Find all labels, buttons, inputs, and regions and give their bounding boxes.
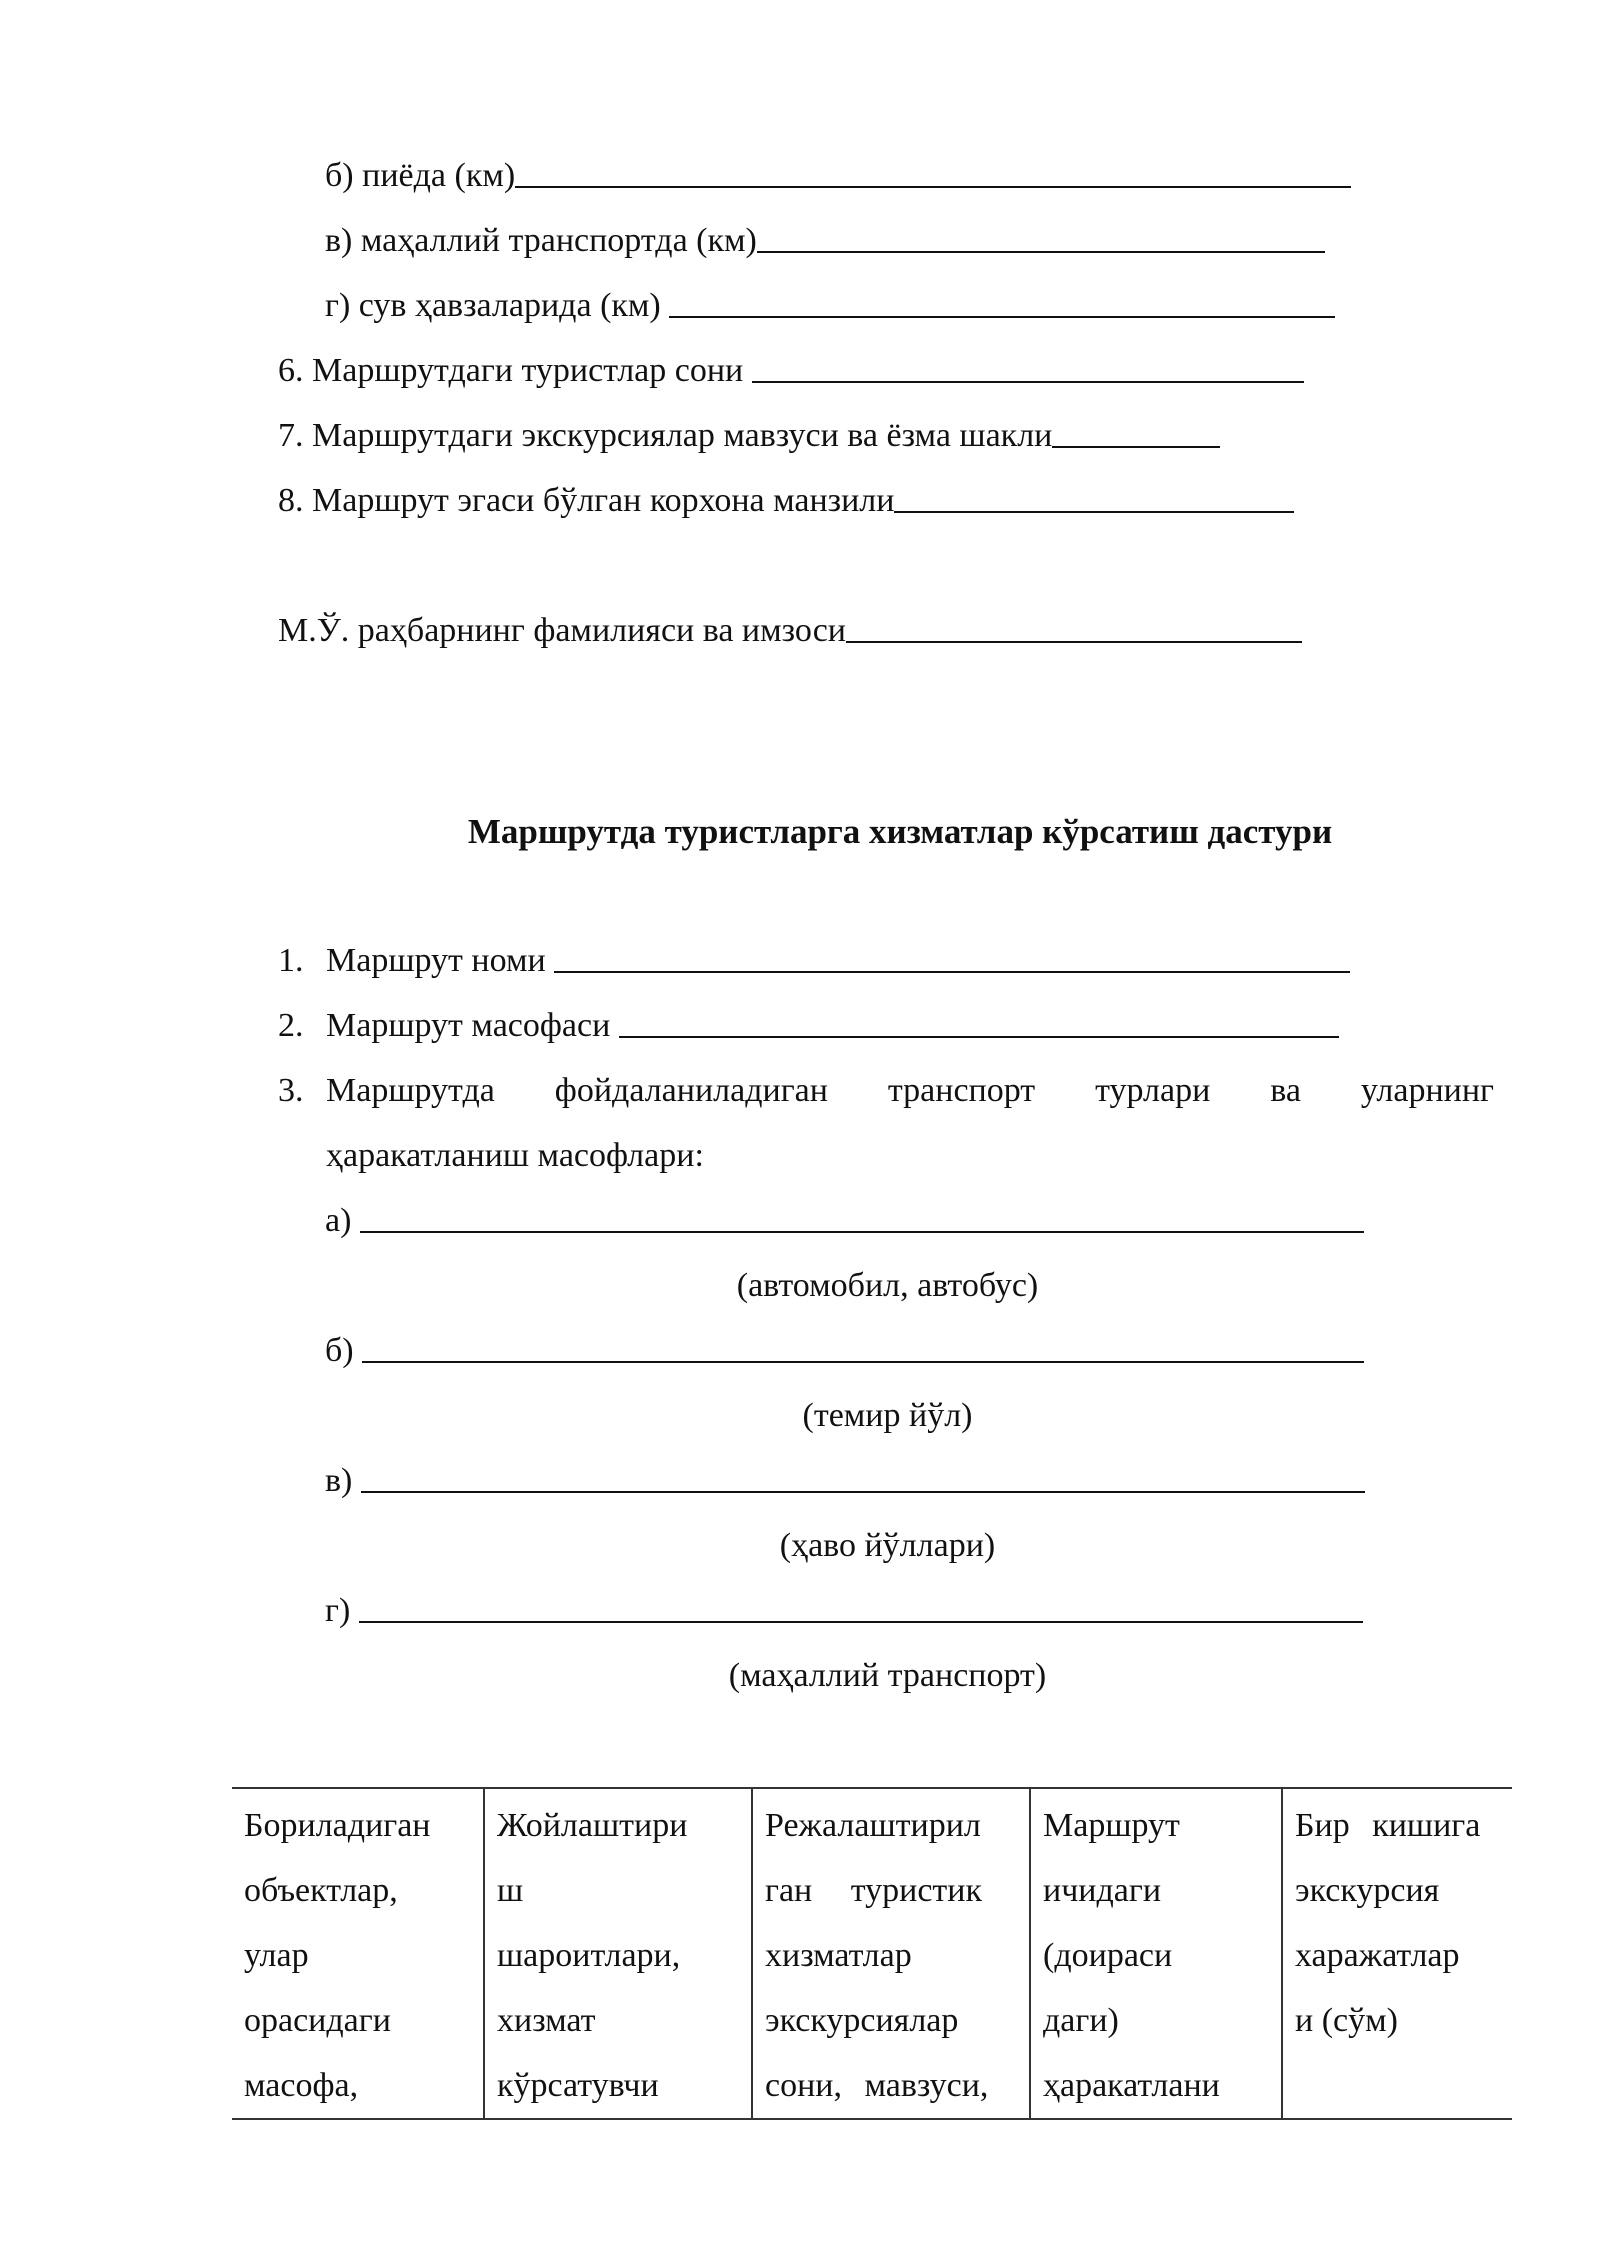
label-route-distance: Маршрут масофаси [326,1007,619,1044]
label-route-name: Маршрут номи [326,942,555,979]
word: Маршрутда [326,1072,495,1109]
table-cell-objects: Бориладиган объектлар, улар орасидаги масофа, [232,1788,484,2119]
blank-field[interactable] [515,186,1351,188]
sub-label-a: а) [325,1202,360,1239]
blank-field[interactable] [757,251,1325,253]
word: ва [1270,1072,1301,1109]
blank-field[interactable] [361,1491,1365,1493]
table-cell-planned-services: Режалаштирил ган туристик хизматлар экскурсиялар сони, мавзуси, [752,1788,1030,2119]
justified-line: ган туристик [765,1872,982,1909]
blank-field[interactable] [752,381,1304,383]
form-line-local-transport [325,224,1325,258]
justified-line: Бир кишига [1295,1807,1481,1844]
label-tourist-count: 6. Маршрутдаги туристлар сони [278,352,752,389]
justified-line: сони, мавзуси, [765,2067,989,2104]
program-item-transport-line2: ҳаракатланиш масофлари: [326,1137,704,1174]
sub-label-g: г) [325,1592,359,1629]
transport-line-g [325,1594,1363,1628]
program-item-route-name [278,944,1350,978]
item-number: 3. [278,1072,304,1109]
sub-label-v: в) [325,1462,361,1499]
caption-railway: (темир йўл) [802,1397,973,1434]
table-cell-excursion-cost: Бир кишига экскурсия харажатлар и (сўм) [1282,1788,1512,2119]
blank-field[interactable] [359,1621,1363,1623]
table-cell-route-movement: Маршрут ичидаги (доираси даги) ҳаракатлани [1030,1788,1282,2119]
blank-field[interactable] [1052,446,1220,448]
services-table [232,1787,1512,2120]
label-owner-address: 8. Маршрут эгаси бўлган корхона манзили [278,482,895,519]
label-signature: М.Ў. раҳбарнинг фамилияси ва имзоси [278,612,847,649]
program-item-route-distance [278,1009,1339,1043]
word: транспорт [887,1072,1036,1109]
table-row [232,1788,1512,2119]
transport-line-a [325,1204,1364,1238]
form-line-excursion-topic [278,419,1220,453]
item-number: 1. [278,942,304,979]
label-local-transport: в) маҳаллий транспортда (км) [325,222,757,259]
blank-field[interactable] [894,511,1294,513]
caption-local-transport: (маҳаллий транспорт) [728,1657,1047,1694]
transport-line-v [325,1464,1365,1498]
form-line-walking [325,159,1351,193]
item-number: 2. [278,1007,304,1044]
form-line-water [325,289,1335,323]
label-walking: б) пиёда (км) [325,157,516,194]
blank-field[interactable] [669,316,1335,318]
program-item-transport-text [326,1074,1494,1108]
blank-field[interactable] [554,971,1350,973]
sub-label-b: б) [325,1332,363,1369]
transport-line-b [325,1334,1364,1368]
word: уларнинг [1360,1072,1494,1109]
label-excursion-topic: 7. Маршрутдаги экскурсиялар мавзуси ва ёзма шакли [278,417,1053,454]
program-item-transport-number [278,1074,304,1108]
form-line-signature [278,614,1302,648]
word: турлари [1095,1072,1211,1109]
blank-field[interactable] [362,1361,1364,1363]
section-title: Маршрутда туристларга хизматлар кўрсатиш дастури [467,812,1333,851]
blank-field[interactable] [360,1231,1364,1233]
caption-auto-bus: (автомобил, автобус) [736,1267,1039,1304]
table-cell-accommodation: Жойлаштири ш шароитлари, хизмат кўрсатувчи [484,1788,752,2119]
blank-field[interactable] [619,1036,1339,1038]
signature-field[interactable] [846,641,1302,643]
form-line-tourist-count [278,354,1304,388]
label-water: г) сув ҳавзаларида (км) [325,287,670,324]
word: фойдаланиладиган [554,1072,828,1109]
form-line-owner-address [278,484,1294,518]
caption-airways: (ҳаво йўллари) [779,1527,996,1564]
